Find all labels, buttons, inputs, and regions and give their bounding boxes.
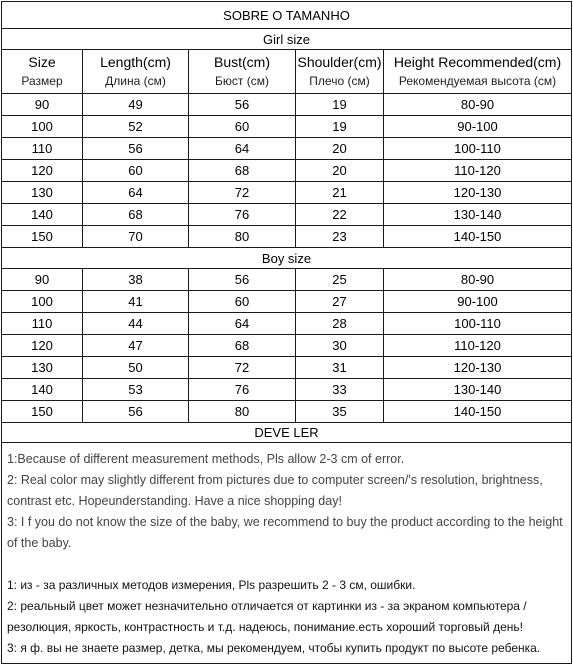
column-header-en: Height Recommended(cm) (393, 53, 562, 70)
table-cell: 22 (296, 204, 384, 226)
boy-size-row (2, 357, 572, 379)
table-cell: 72 (189, 357, 296, 379)
note-ru-3: 3: я ф. вы не знаете размер, детка, мы рекомендуем, чтобы купить продукт по высоте ребенка. (7, 641, 541, 655)
note-en-3: 3: I f you do not know the size of the baby, we recommend to buy the product according to the height of the baby. (7, 515, 563, 550)
girl-size-row (2, 226, 572, 248)
table-cell: 120-130 (384, 182, 572, 204)
table-cell: 35 (296, 401, 384, 423)
column-header-ru: Длина (см) (105, 73, 166, 88)
table-cell: 38 (83, 269, 189, 291)
table-cell: 23 (296, 226, 384, 248)
column-header-length (83, 50, 189, 94)
note-ru-1: 1: из - за различных методов измерения, Pls разрешить 2 - 3 см, ошибки. (7, 578, 416, 592)
table-title: SOBRE O TAMANHO (2, 2, 572, 29)
table-cell: 140-150 (384, 226, 572, 248)
table-cell: 21 (296, 182, 384, 204)
table-cell: 72 (189, 182, 296, 204)
table-cell: 19 (296, 94, 384, 116)
table-cell: 41 (83, 291, 189, 313)
table-cell: 30 (296, 335, 384, 357)
table-cell: 64 (189, 313, 296, 335)
column-header-ru: Рекомендуемая высота (см) (398, 73, 557, 88)
column-header-bust (189, 50, 296, 94)
column-header-en: Length(cm) (100, 53, 171, 70)
table-cell: 64 (83, 182, 189, 204)
table-cell: 19 (296, 116, 384, 138)
table-cell: 56 (83, 401, 189, 423)
note-en-2: 2: Real color may slightly different from pictures due to computer screen/'s resolution, brightness, contrast etc. Hopeunderstanding. Have a nice shopping day! (7, 473, 543, 508)
table-cell: 80-90 (384, 269, 572, 291)
table-cell: 80 (189, 226, 296, 248)
boy-size-row (2, 335, 572, 357)
table-cell: 90-100 (384, 116, 572, 138)
table-cell: 90 (2, 269, 83, 291)
table-cell: 140-150 (384, 401, 572, 423)
table-cell: 120-130 (384, 357, 572, 379)
table-cell: 56 (189, 269, 296, 291)
table-cell: 64 (189, 138, 296, 160)
boy-size-row (2, 401, 572, 423)
table-cell: 68 (189, 160, 296, 182)
table-cell: 20 (296, 160, 384, 182)
table-cell: 130-140 (384, 379, 572, 401)
column-header-height (384, 50, 572, 94)
notes-block (2, 443, 572, 664)
girl-size-row (2, 182, 572, 204)
boy-size-row (2, 291, 572, 313)
boy-size-row (2, 313, 572, 335)
table-cell: 100-110 (384, 138, 572, 160)
table-cell: 130 (2, 357, 83, 379)
size-chart-table (1, 1, 572, 664)
must-read-heading: DEVE LER (2, 423, 572, 443)
table-cell: 76 (189, 204, 296, 226)
table-cell: 110-120 (384, 335, 572, 357)
table-cell: 130 (2, 182, 83, 204)
table-cell: 25 (296, 269, 384, 291)
column-header-en: Shoulder(cm) (297, 53, 382, 70)
table-cell: 53 (83, 379, 189, 401)
boy-size-section-label: Boy size (2, 248, 572, 269)
table-cell: 60 (189, 291, 296, 313)
column-header-shoulder (296, 50, 384, 94)
table-cell: 140 (2, 204, 83, 226)
table-cell: 28 (296, 313, 384, 335)
column-header-ru: Плечо (см) (309, 73, 370, 88)
column-header-en: Size (28, 53, 56, 70)
table-cell: 110 (2, 313, 83, 335)
table-cell: 150 (2, 226, 83, 248)
girl-size-section-label: Girl size (2, 29, 572, 50)
table-cell: 150 (2, 401, 83, 423)
table-cell: 76 (189, 379, 296, 401)
table-cell: 20 (296, 138, 384, 160)
table-cell: 140 (2, 379, 83, 401)
table-cell: 60 (189, 116, 296, 138)
column-header-ru: Бюст (см) (215, 73, 269, 88)
table-cell: 90 (2, 94, 83, 116)
column-header-size (2, 50, 83, 94)
table-cell: 100 (2, 116, 83, 138)
table-cell: 56 (189, 94, 296, 116)
column-header-en: Bust(cm) (214, 53, 270, 70)
column-header-ru: Размер (21, 73, 63, 88)
table-cell: 90-100 (384, 291, 572, 313)
girl-size-row (2, 116, 572, 138)
table-cell: 47 (83, 335, 189, 357)
girl-size-row (2, 160, 572, 182)
table-cell: 56 (83, 138, 189, 160)
table-cell: 80-90 (384, 94, 572, 116)
table-cell: 120 (2, 160, 83, 182)
table-cell: 68 (83, 204, 189, 226)
table-cell: 80 (189, 401, 296, 423)
table-cell: 60 (83, 160, 189, 182)
table-cell: 110 (2, 138, 83, 160)
table-cell: 44 (83, 313, 189, 335)
table-cell: 100 (2, 291, 83, 313)
girl-size-row (2, 94, 572, 116)
table-cell: 50 (83, 357, 189, 379)
table-cell: 130-140 (384, 204, 572, 226)
table-cell: 120 (2, 335, 83, 357)
boy-size-row (2, 269, 572, 291)
table-cell: 52 (83, 116, 189, 138)
table-cell: 110-120 (384, 160, 572, 182)
girl-size-row (2, 138, 572, 160)
table-cell: 27 (296, 291, 384, 313)
table-cell: 31 (296, 357, 384, 379)
note-ru-2: 2: реальный цвет может незначительно отличается от картинки из - за экраном компьютера / резолюция, яркость, контрастность и т.д. надеюсь, понимание.есть хороший торговый день! (7, 599, 527, 634)
note-en-1: 1:Because of different measurement methods, Pls allow 2-3 cm of error. (7, 452, 405, 466)
boy-size-row (2, 379, 572, 401)
table-cell: 70 (83, 226, 189, 248)
table-cell: 100-110 (384, 313, 572, 335)
table-cell: 33 (296, 379, 384, 401)
girl-size-row (2, 204, 572, 226)
table-cell: 49 (83, 94, 189, 116)
table-cell: 68 (189, 335, 296, 357)
